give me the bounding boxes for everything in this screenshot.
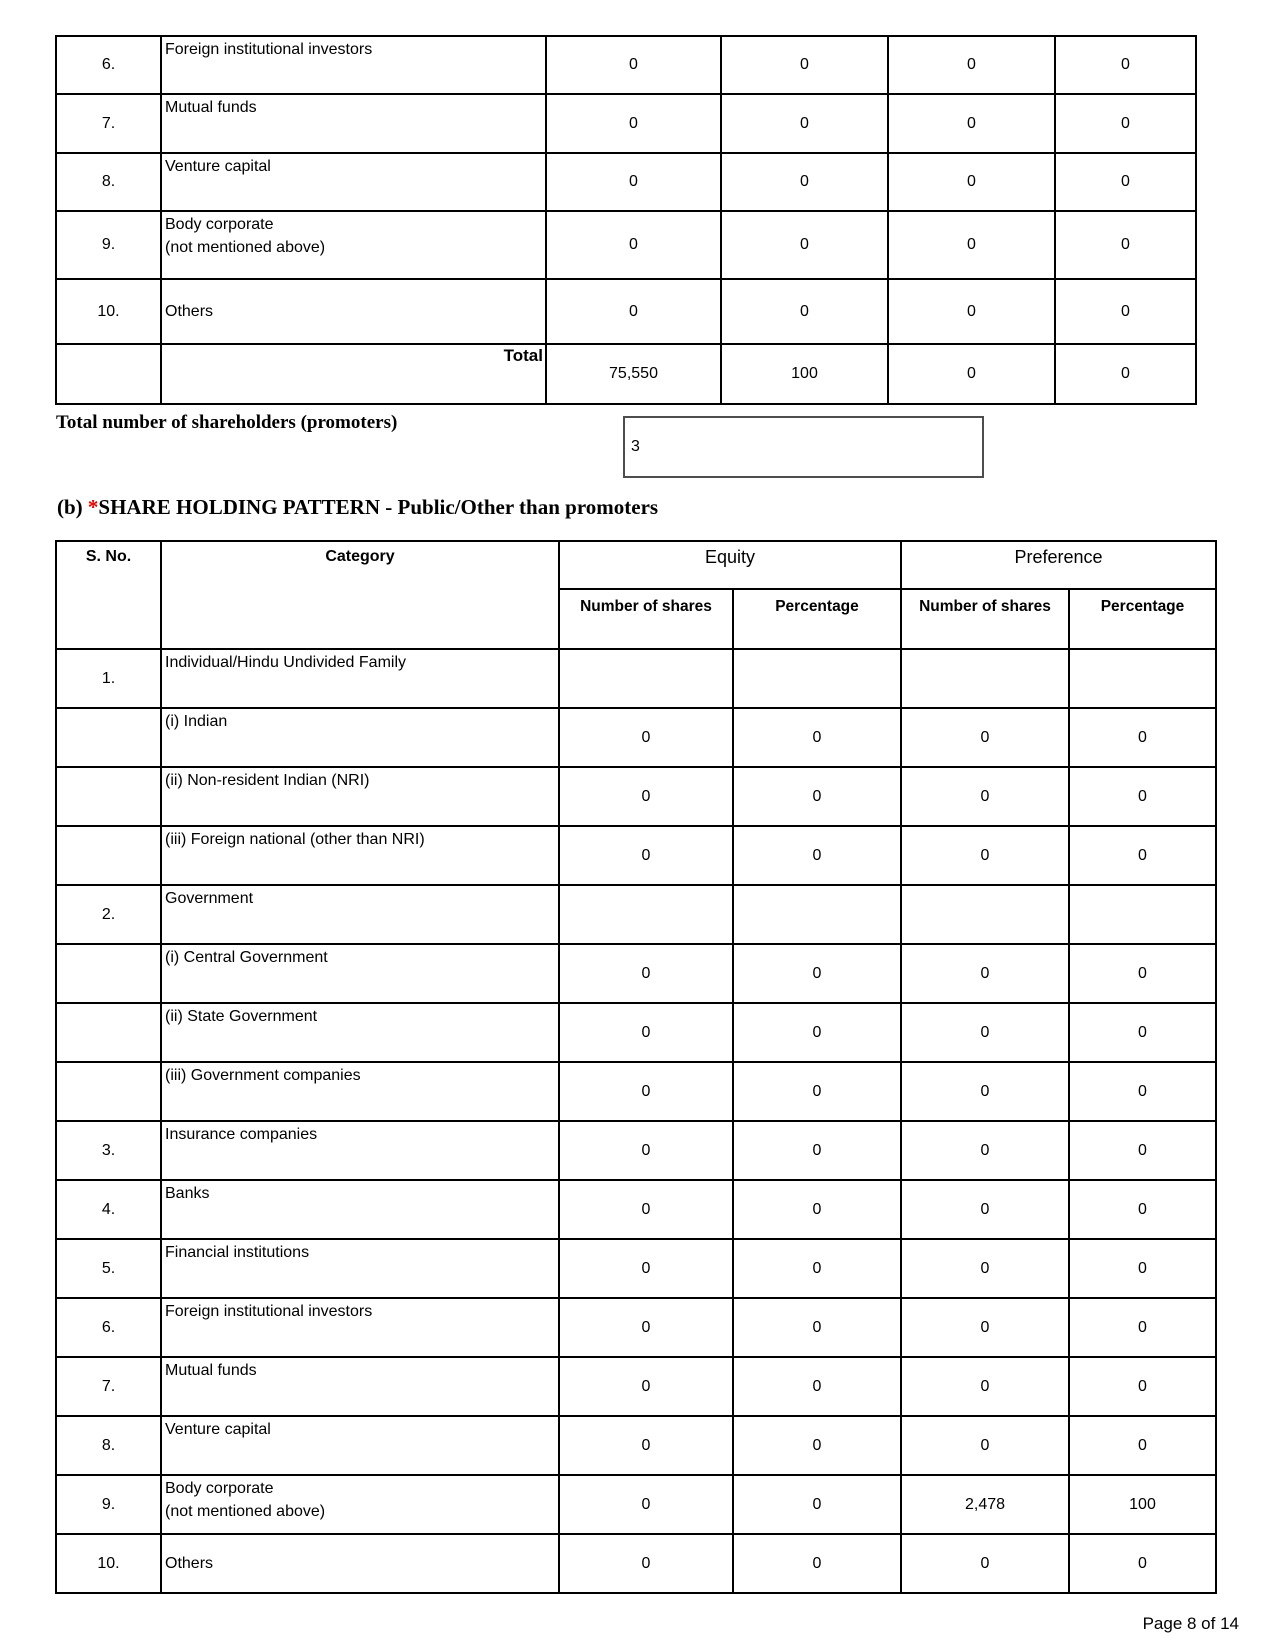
total-equity-percentage-cell: 100 (721, 344, 888, 404)
category-label: Insurance companies (165, 1126, 318, 1143)
preference-shares-cell: 0 (888, 279, 1055, 344)
preference-shares-cell: 0 (901, 1416, 1069, 1475)
equity-percentage-cell: 0 (733, 1062, 901, 1121)
preference-percentage-cell (1069, 649, 1216, 708)
table-row (56, 1121, 1216, 1180)
total-preference-percentage-cell: 0 (1055, 344, 1196, 404)
category-label: (i) Central Government (165, 949, 328, 966)
total-equity-shares-cell: 75,550 (546, 344, 721, 404)
heading-title: SHARE HOLDING PATTERN - Public/Other than promoters (98, 495, 659, 519)
equity-shares-cell (559, 649, 733, 708)
category-label: (iii) Government companies (165, 1067, 361, 1084)
category-label: Individual/Hindu Undivided Family (165, 654, 407, 671)
total-shareholders-value: 3 (631, 438, 640, 455)
preference-percentage-cell: 0 (1069, 1003, 1216, 1062)
header-sno: S. No. (56, 541, 161, 649)
preference-percentage-cell: 0 (1069, 1121, 1216, 1180)
header-row-groups (56, 541, 1216, 589)
category-label: Others (165, 1555, 214, 1573)
category-cell (161, 211, 546, 279)
category-label-line2: (not mentioned above) (165, 239, 326, 257)
total-label-cell: Total (161, 344, 546, 404)
equity-shares-cell: 0 (559, 1003, 733, 1062)
equity-shares-cell: 0 (559, 1416, 733, 1475)
preference-percentage-cell: 0 (1069, 767, 1216, 826)
equity-percentage-cell: 0 (733, 1121, 901, 1180)
category-label: Mutual funds (165, 1362, 257, 1379)
table-row (56, 1062, 1216, 1121)
preference-shares-cell: 0 (901, 1239, 1069, 1298)
sno-cell (56, 1003, 161, 1062)
sno-cell: 4. (56, 1180, 161, 1239)
preference-percentage-cell: 0 (1069, 826, 1216, 885)
category-cell (161, 1003, 559, 1062)
table-row (56, 1180, 1216, 1239)
equity-shares-cell: 0 (559, 826, 733, 885)
category-label: Venture capital (165, 1421, 271, 1438)
category-cell (161, 708, 559, 767)
preference-percentage-cell: 0 (1069, 1239, 1216, 1298)
section-b-heading (57, 495, 658, 520)
sno-cell: 3. (56, 1121, 161, 1180)
preference-percentage-cell: 100 (1069, 1475, 1216, 1534)
category-cell (161, 36, 546, 94)
category-label: (ii) Non-resident Indian (NRI) (165, 772, 370, 789)
category-cell (161, 885, 559, 944)
category-cell (161, 649, 559, 708)
equity-shares-cell: 0 (559, 1062, 733, 1121)
table-row (56, 1239, 1216, 1298)
category-cell (161, 94, 546, 153)
table-row (56, 153, 1196, 211)
category-cell (161, 1298, 559, 1357)
sno-cell: 9. (56, 211, 161, 279)
category-label: Body corporate (165, 216, 274, 233)
equity-percentage-cell: 0 (733, 1239, 901, 1298)
sno-cell (56, 944, 161, 1003)
preference-percentage-cell: 0 (1055, 36, 1196, 94)
equity-shares-cell: 0 (546, 279, 721, 344)
equity-shares-cell: 0 (559, 1357, 733, 1416)
category-cell (161, 1239, 559, 1298)
sno-cell: 7. (56, 1357, 161, 1416)
category-cell (161, 279, 546, 344)
table-row (56, 885, 1216, 944)
table-row (56, 1357, 1216, 1416)
total-preference-shares-cell: 0 (888, 344, 1055, 404)
preference-shares-cell: 0 (901, 1180, 1069, 1239)
required-asterisk: * (87, 495, 99, 519)
equity-percentage-cell (733, 885, 901, 944)
equity-shares-cell: 0 (559, 1298, 733, 1357)
table-row (56, 944, 1216, 1003)
preference-percentage-cell: 0 (1069, 944, 1216, 1003)
preference-percentage-cell: 0 (1055, 153, 1196, 211)
category-label: Government (165, 890, 254, 907)
category-cell (161, 944, 559, 1003)
heading-prefix: (b) (57, 495, 88, 519)
equity-percentage-cell: 0 (721, 94, 888, 153)
sno-cell: 6. (56, 1298, 161, 1357)
equity-shares-cell (559, 885, 733, 944)
preference-shares-cell: 0 (888, 36, 1055, 94)
sno-cell: 10. (56, 1534, 161, 1593)
equity-percentage-cell: 0 (721, 153, 888, 211)
category-label: (i) Indian (165, 713, 228, 730)
page-footer: Page 8 of 14 (1142, 1614, 1239, 1633)
category-cell (161, 1534, 559, 1593)
equity-shares-cell: 0 (559, 1239, 733, 1298)
table-row (56, 94, 1196, 153)
preference-percentage-cell: 0 (1069, 1534, 1216, 1593)
preference-shares-cell: 0 (901, 1062, 1069, 1121)
sno-cell (56, 826, 161, 885)
equity-shares-cell: 0 (546, 94, 721, 153)
preference-shares-cell: 0 (901, 1298, 1069, 1357)
total-row (56, 344, 1196, 404)
public-shareholding-table (55, 540, 1217, 1594)
preference-percentage-cell (1069, 885, 1216, 944)
sno-cell: 1. (56, 649, 161, 708)
sno-cell: 10. (56, 279, 161, 344)
category-label: Venture capital (165, 158, 271, 175)
table-row (56, 708, 1216, 767)
table-row (56, 36, 1196, 94)
header-equity: Equity (559, 541, 901, 589)
preference-shares-cell: 0 (901, 1003, 1069, 1062)
preference-shares-cell: 0 (901, 826, 1069, 885)
equity-percentage-cell: 0 (733, 944, 901, 1003)
sno-cell (56, 708, 161, 767)
equity-percentage-cell (733, 649, 901, 708)
header-equity-shares: Number of shares (559, 589, 733, 649)
category-label: Mutual funds (165, 99, 257, 116)
equity-shares-cell: 0 (546, 153, 721, 211)
category-cell (161, 1357, 559, 1416)
header-preference: Preference (901, 541, 1216, 589)
sno-cell: 2. (56, 885, 161, 944)
sno-cell (56, 767, 161, 826)
preference-percentage-cell: 0 (1069, 708, 1216, 767)
equity-percentage-cell: 0 (733, 1180, 901, 1239)
equity-percentage-cell: 0 (733, 1475, 901, 1534)
preference-shares-cell: 2,478 (901, 1475, 1069, 1534)
category-label: Foreign institutional investors (165, 41, 373, 58)
preference-shares-cell: 0 (901, 767, 1069, 826)
sno-cell (56, 1062, 161, 1121)
category-cell (161, 767, 559, 826)
sno-cell: 5. (56, 1239, 161, 1298)
equity-shares-cell: 0 (559, 1121, 733, 1180)
table-row (56, 279, 1196, 344)
category-cell (161, 1475, 559, 1534)
equity-shares-cell: 0 (559, 767, 733, 826)
header-category: Category (161, 541, 559, 649)
preference-shares-cell: 0 (901, 1534, 1069, 1593)
total-shareholders-input[interactable] (623, 416, 984, 478)
equity-percentage-cell: 0 (733, 708, 901, 767)
preference-shares-cell: 0 (888, 153, 1055, 211)
preference-percentage-cell: 0 (1069, 1180, 1216, 1239)
promoters-shareholding-table (55, 35, 1197, 405)
preference-shares-cell: 0 (888, 94, 1055, 153)
category-cell (161, 1180, 559, 1239)
preference-percentage-cell: 0 (1055, 279, 1196, 344)
preference-shares-cell (901, 649, 1069, 708)
sno-cell: 8. (56, 1416, 161, 1475)
equity-percentage-cell: 0 (721, 279, 888, 344)
table-row (56, 1003, 1216, 1062)
category-label: Banks (165, 1185, 210, 1202)
sno-cell: 6. (56, 36, 161, 94)
total-shareholders-label: Total number of shareholders (promoters) (56, 412, 398, 433)
equity-shares-cell: 0 (559, 708, 733, 767)
equity-percentage-cell: 0 (733, 826, 901, 885)
equity-percentage-cell: 0 (721, 36, 888, 94)
table-row (56, 1298, 1216, 1357)
preference-percentage-cell: 0 (1055, 94, 1196, 153)
preference-shares-cell: 0 (888, 211, 1055, 279)
category-label: (ii) State Government (165, 1008, 318, 1025)
equity-shares-cell: 0 (559, 1180, 733, 1239)
category-cell (161, 1121, 559, 1180)
table-row (56, 826, 1216, 885)
sno-cell: 7. (56, 94, 161, 153)
table-row (56, 649, 1216, 708)
equity-shares-cell: 0 (559, 1534, 733, 1593)
table-row (56, 767, 1216, 826)
header-preference-percentage: Percentage (1069, 589, 1216, 649)
category-label: Financial institutions (165, 1244, 310, 1261)
table-row (56, 1534, 1216, 1593)
sno-cell: 9. (56, 1475, 161, 1534)
category-label: Body corporate (165, 1480, 274, 1497)
category-label-line2: (not mentioned above) (165, 1503, 326, 1521)
category-cell (161, 826, 559, 885)
sno-cell: 8. (56, 153, 161, 211)
equity-percentage-cell: 0 (733, 1534, 901, 1593)
equity-percentage-cell: 0 (733, 1416, 901, 1475)
category-cell (161, 153, 546, 211)
equity-percentage-cell: 0 (733, 1357, 901, 1416)
equity-percentage-cell: 0 (733, 1003, 901, 1062)
preference-shares-cell (901, 885, 1069, 944)
preference-shares-cell: 0 (901, 708, 1069, 767)
equity-percentage-cell: 0 (733, 767, 901, 826)
equity-shares-cell: 0 (559, 944, 733, 1003)
preference-percentage-cell: 0 (1055, 211, 1196, 279)
header-preference-shares: Number of shares (901, 589, 1069, 649)
preference-shares-cell: 0 (901, 944, 1069, 1003)
table-row (56, 1475, 1216, 1534)
preference-percentage-cell: 0 (1069, 1357, 1216, 1416)
preference-shares-cell: 0 (901, 1121, 1069, 1180)
equity-percentage-cell: 0 (721, 211, 888, 279)
category-cell (161, 1416, 559, 1475)
header-equity-percentage: Percentage (733, 589, 901, 649)
category-label: Others (165, 303, 214, 321)
equity-percentage-cell: 0 (733, 1298, 901, 1357)
equity-shares-cell: 0 (546, 36, 721, 94)
table-row (56, 1416, 1216, 1475)
sno-cell (56, 344, 161, 404)
preference-percentage-cell: 0 (1069, 1062, 1216, 1121)
equity-shares-cell: 0 (559, 1475, 733, 1534)
category-cell (161, 1062, 559, 1121)
equity-shares-cell: 0 (546, 211, 721, 279)
preference-shares-cell: 0 (901, 1357, 1069, 1416)
category-label: Foreign institutional investors (165, 1303, 373, 1320)
preference-percentage-cell: 0 (1069, 1416, 1216, 1475)
preference-percentage-cell: 0 (1069, 1298, 1216, 1357)
category-label: (iii) Foreign national (other than NRI) (165, 831, 425, 848)
table-row (56, 211, 1196, 279)
